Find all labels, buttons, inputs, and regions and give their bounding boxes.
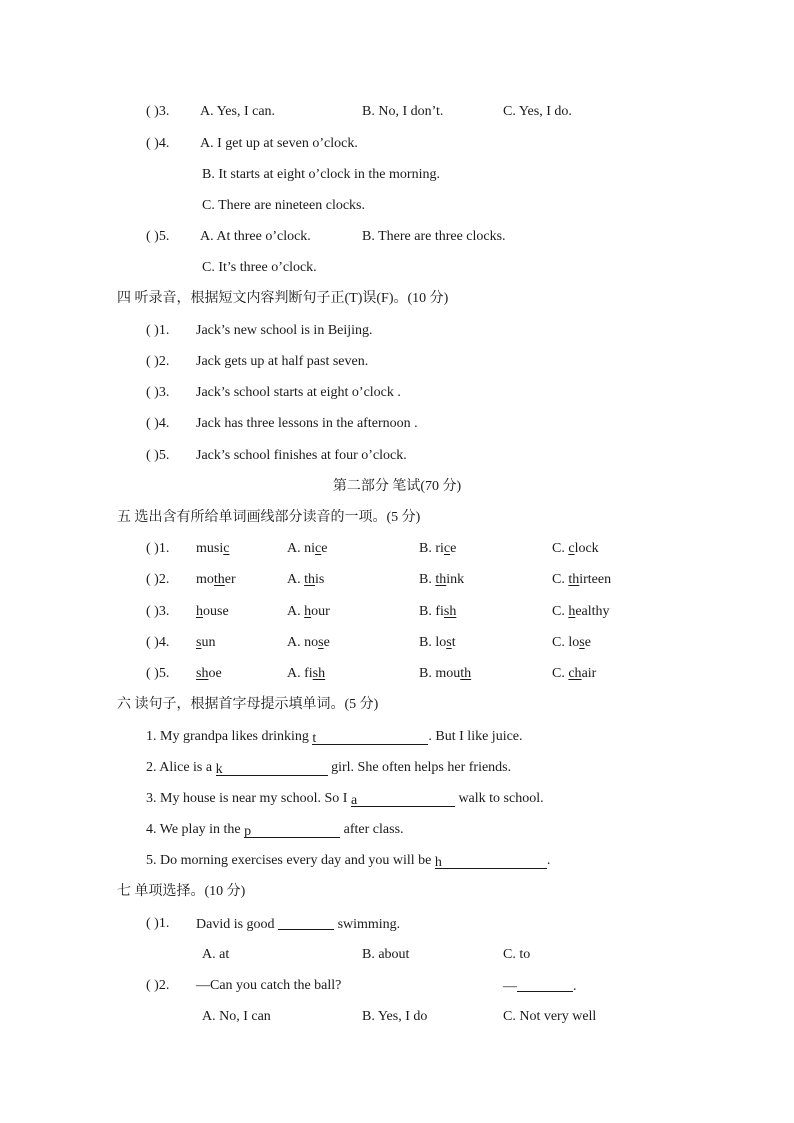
s5-row1-number: ( )1.: [146, 541, 170, 556]
s4-item5-text: Jack’s school finishes at four o’clock.: [196, 448, 407, 463]
q3-option-b: B. No, I don’t.: [362, 104, 444, 119]
s7-q2-number: ( )2.: [146, 978, 170, 993]
s4-item4-text: Jack has three lessons in the afternoon .: [196, 416, 418, 431]
s7-q1-blank[interactable]: [278, 915, 334, 930]
s7-q1-text: David is good swimming.: [196, 917, 401, 932]
s4-item2-number: ( )2.: [146, 354, 170, 369]
s5-row2-option-a: A. this: [287, 572, 325, 587]
s4-item3-number: ( )3.: [146, 385, 170, 400]
s4-item5-number: ( )5.: [146, 448, 170, 463]
s5-row5-number: ( )5.: [146, 666, 170, 681]
s5-row4-option-c: C. lose: [552, 635, 591, 650]
s5-row3-option-b: B. fish: [419, 604, 457, 619]
s6-item3-blank[interactable]: a: [351, 792, 455, 807]
s5-row2-option-c: C. thirteen: [552, 572, 612, 587]
s7-q2-text: —Can you catch the ball?: [196, 978, 342, 993]
s5-row2-option-b: B. think: [419, 572, 465, 587]
s5-row4-number: ( )4.: [146, 635, 170, 650]
s6-item4-blank[interactable]: p: [244, 823, 340, 838]
s4-item1-text: Jack’s new school is in Beijing.: [196, 323, 373, 338]
section6-title: 六 读句子，根据首字母提示填单词。(5 分): [117, 697, 379, 712]
s7-q1-number: ( )1.: [146, 916, 170, 931]
s5-row1-option-b: B. rice: [419, 541, 457, 556]
s5-row1-option-a: A. nice: [287, 541, 328, 556]
s6-item2-blank[interactable]: k: [216, 761, 328, 776]
s5-row5-option-c: C. chair: [552, 666, 597, 681]
s5-row5-option-a: A. fish: [287, 666, 326, 681]
s7-q1-option-b: B. about: [362, 947, 410, 962]
q4-number: ( )4.: [146, 136, 170, 151]
s5-row5-word: shoe: [196, 666, 222, 681]
s5-row1-option-c: C. clock: [552, 541, 599, 556]
s6-item4: 4. We play in the p after class.: [146, 822, 404, 839]
q4-option-a: A. I get up at seven o’clock.: [200, 136, 358, 151]
q4-option-c: C. There are nineteen clocks.: [202, 198, 366, 213]
s6-item3: 3. My house is near my school. So I a walk to school.: [146, 791, 544, 808]
q5-option-c: C. It’s three o’clock.: [202, 260, 317, 275]
section7-title: 七 单项选择。(10 分): [117, 884, 246, 899]
s6-item5: 5. Do morning exercises every day and you will be h .: [146, 853, 551, 870]
section4-title: 四 听录音，根据短文内容判断句子正(T)误(F)。(10 分): [117, 291, 449, 306]
q4-option-b: B. It starts at eight o’clock in the morning.: [202, 167, 440, 182]
s5-row2-word: mother: [196, 572, 236, 587]
s4-item3-text: Jack’s school starts at eight o’clock .: [196, 385, 401, 400]
s7-q2-blank[interactable]: [517, 977, 573, 992]
q3-option-c: C. Yes, I do.: [503, 104, 572, 119]
s6-item5-blank[interactable]: h: [435, 854, 547, 869]
s5-row1-word: music: [196, 541, 230, 556]
s4-item1-number: ( )1.: [146, 323, 170, 338]
q5-number: ( )5.: [146, 229, 170, 244]
s6-item1: 1. My grandpa likes drinking t . But I like juice.: [146, 729, 523, 746]
s6-item1-blank[interactable]: t: [312, 730, 428, 745]
s7-q2-answer-line: — .: [503, 979, 577, 994]
q5-option-b: B. There are three clocks.: [362, 229, 506, 244]
s5-row3-option-c: C. healthy: [552, 604, 610, 619]
q3-option-a: A. Yes, I can.: [200, 104, 276, 119]
s5-row3-number: ( )3.: [146, 604, 170, 619]
q5-option-a: A. At three o’clock.: [200, 229, 311, 244]
s7-q1-option-c: C. to: [503, 947, 531, 962]
s5-row4-word: sun: [196, 635, 216, 650]
s7-q1-option-a: A. at: [202, 947, 230, 962]
s7-q2-option-c: C. Not very well: [503, 1009, 597, 1024]
part2-title: 第二部分 笔试(70 分): [332, 479, 462, 494]
s5-row4-option-a: A. nose: [287, 635, 330, 650]
section5-title: 五 选出含有所给单词画线部分读音的一项。(5 分): [117, 510, 421, 525]
s4-item4-number: ( )4.: [146, 416, 170, 431]
s7-q2-option-b: B. Yes, I do: [362, 1009, 428, 1024]
s5-row5-option-b: B. mouth: [419, 666, 472, 681]
s7-q2-option-a: A. No, I can: [202, 1009, 271, 1024]
s5-row3-option-a: A. hour: [287, 604, 330, 619]
q3-number: ( )3.: [146, 104, 170, 119]
s6-item2: 2. Alice is a k girl. She often helps her friends.: [146, 760, 512, 777]
s5-row3-word: house: [196, 604, 229, 619]
s4-item2-text: Jack gets up at half past seven.: [196, 354, 369, 369]
s5-row2-number: ( )2.: [146, 572, 170, 587]
s5-row4-option-b: B. lost: [419, 635, 456, 650]
